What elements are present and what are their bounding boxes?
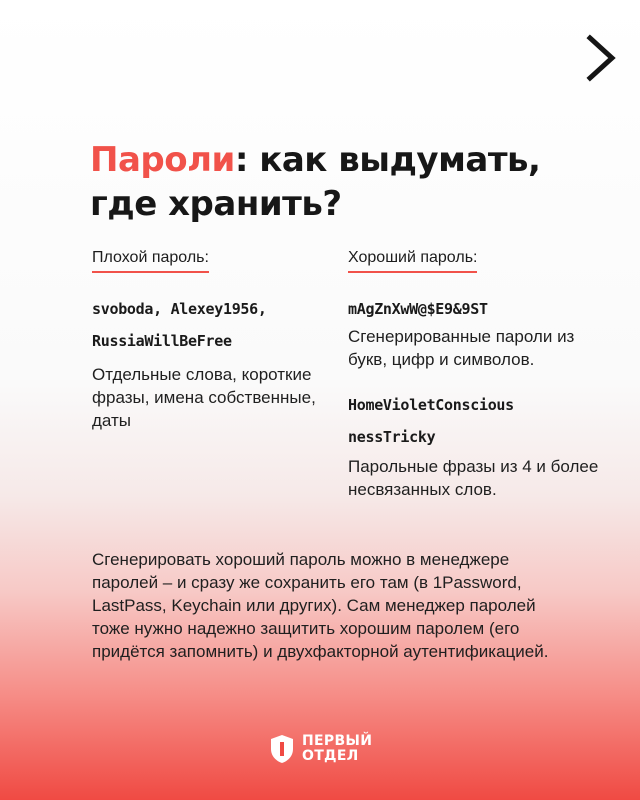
good-password-example-1: mAgZnXwW@$E9&9ST (348, 300, 488, 318)
good-example2-line1: HomeVioletConscious (348, 396, 514, 414)
good-password-description-1: Сгенерированные пароли из букв, цифр и символов. (348, 327, 575, 369)
good-password-description-2: Парольные фразы из 4 и более несвязанных слов. (348, 457, 599, 499)
chevron-right-icon[interactable] (582, 32, 622, 84)
bad-password-description: Отдельные слова, короткие фразы, имена собственные, даты (92, 365, 316, 430)
bad-example-line1: svoboda, Alexey1956, (92, 300, 267, 318)
brand-line1: ПЕРВЫЙ (302, 733, 373, 749)
brand-name (302, 734, 372, 764)
shield-icon (270, 734, 294, 764)
bad-password-column (92, 248, 332, 432)
brand-line2: ОТДЕЛ (302, 748, 359, 764)
title-rest: : как выдумать, (234, 140, 541, 180)
page-title (90, 138, 590, 226)
title-accent: Пароли (90, 140, 235, 180)
title-line2: где хранить? (90, 184, 342, 224)
good-password-example-2 (348, 389, 608, 453)
body-paragraph: Сгенерировать хороший пароль можно в менеджере паролей – и сразу же сохранить его там (в 1Password, LastPass, Keychain или других). Сам менеджер паролей тоже нужно надежно защитить хорошим паролем (его придётся запомнить) и двухфакторной аутентификацией. (92, 550, 549, 661)
bad-password-example (92, 293, 332, 357)
good-example2-line2: nessTricky (348, 428, 436, 446)
good-password-column (348, 248, 608, 501)
brand-logo (270, 734, 372, 764)
bad-password-heading: Плохой пароль: (92, 248, 209, 273)
good-password-heading: Хороший пароль: (348, 248, 477, 273)
bad-example-line2: RussiaWillBeFree (92, 332, 232, 350)
